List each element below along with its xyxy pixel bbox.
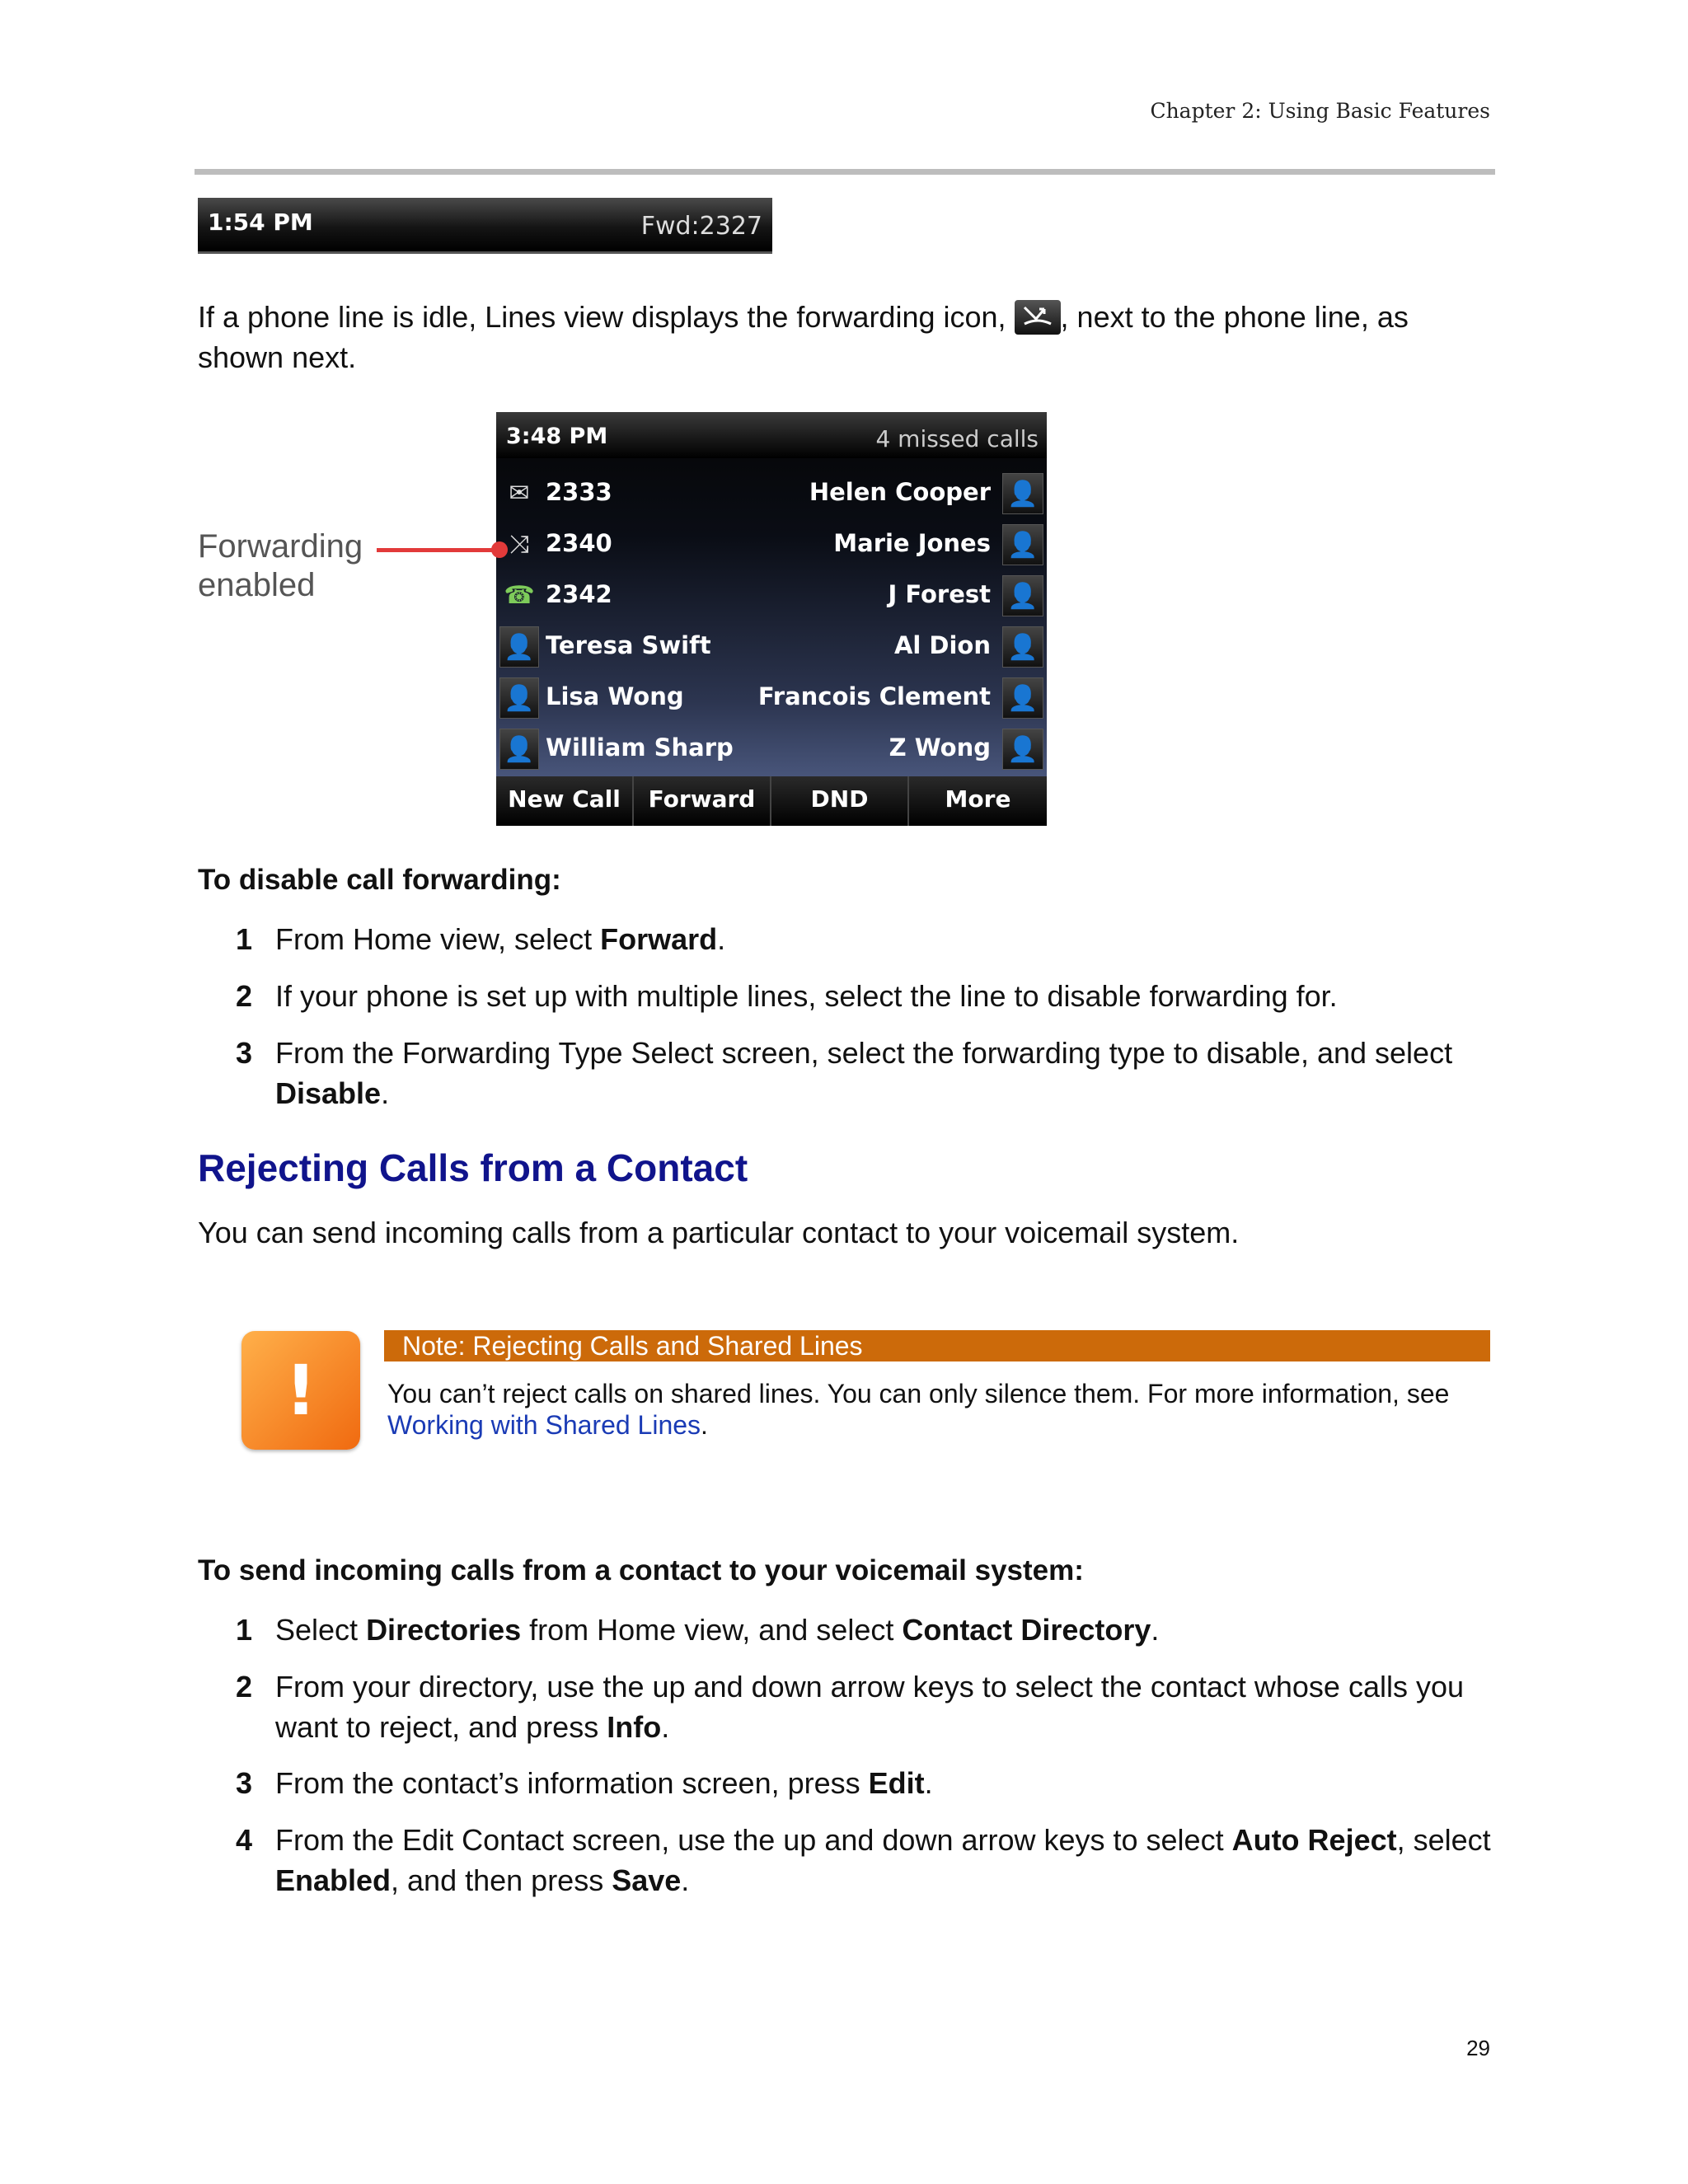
shared-lines-link[interactable]: Working with Shared Lines (387, 1410, 701, 1440)
step-number: 1 (236, 922, 253, 956)
section-title: Rejecting Calls from a Contact (198, 1146, 748, 1189)
more-softkey[interactable]: More (945, 785, 1011, 813)
line-left-label: Lisa Wong (546, 682, 684, 710)
line-right-label: J Forest (888, 580, 991, 608)
procedure-heading: To disable call forwarding: (198, 864, 561, 896)
header-rule (195, 169, 1495, 175)
contact-icon: 👤 (1002, 473, 1043, 514)
contact-icon: 👤 (1002, 626, 1043, 668)
line-left-label: William Sharp (546, 733, 734, 762)
callout-arrow-line (377, 548, 499, 552)
status-time: 1:54 PM (208, 209, 313, 236)
callout-label (198, 527, 363, 605)
line-right-label: Z Wong (889, 733, 991, 762)
step-number: 3 (236, 1766, 253, 1800)
shared-line-icon: ☎ (504, 581, 535, 610)
step-text: From your directory, use the up and down arrow keys to select the contact whose calls you want to reject, and press Info. (275, 1670, 1465, 1744)
contact-icon: 👤 (499, 677, 539, 719)
softkey-bar (496, 776, 1047, 826)
line-right-label: Helen Cooper (809, 478, 991, 506)
intro-text-after: , next to the phone line, as shown next. (198, 300, 1409, 374)
phone-time: 3:48 PM (506, 424, 608, 449)
phone-status-bar (496, 412, 1047, 458)
step-number: 3 (236, 1036, 253, 1070)
callout-line-1: Forwarding (198, 528, 363, 565)
status-bar-screenshot (198, 198, 772, 254)
contact-icon: 👤 (1002, 677, 1043, 719)
line-row[interactable] (496, 621, 1047, 673)
line-row[interactable] (496, 724, 1047, 775)
callout-line-2: enabled (198, 567, 316, 603)
step-number: 4 (236, 1823, 253, 1857)
contact-icon: 👤 (1002, 524, 1043, 565)
status-forward: Fwd:2327 (640, 212, 762, 241)
step-text: From the Forwarding Type Select screen, select the forwarding type to disable, and select Disable. (275, 1036, 1453, 1110)
note-body: You can’t reject calls on shared lines. You can only silence them. For more information, see Working with Shared Lines. (387, 1379, 1450, 1440)
step-text: From Home view, select Forward. (275, 922, 726, 956)
contact-icon: 👤 (499, 626, 539, 668)
line-right-label: Al Dion (893, 631, 991, 659)
line-left-label: 2340 (546, 529, 612, 557)
procedure-heading: To send incoming calls from a contact to your voicemail system: (198, 1554, 1084, 1586)
note-title: Note: Rejecting Calls and Shared Lines (384, 1330, 1490, 1361)
page-number: 29 (1466, 2036, 1490, 2060)
running-head: Chapter 2: Using Basic Features (1150, 99, 1490, 123)
phone-lines-view (496, 412, 1047, 826)
intro-text-before: If a phone line is idle, Lines view displays the forwarding icon, (198, 300, 1015, 334)
line-left-label: 2342 (546, 580, 612, 608)
dnd-softkey[interactable]: DND (771, 776, 909, 826)
section-intro: You can send incoming calls from a particular contact to your voicemail system. (198, 1216, 1240, 1249)
step-number: 1 (236, 1613, 253, 1647)
line-right-label: Marie Jones (833, 529, 991, 557)
contact-icon: 👤 (499, 729, 539, 770)
line-left-label: Teresa Swift (546, 631, 711, 659)
step-text: From the contact’s information screen, press Edit. (275, 1766, 933, 1800)
step-number: 2 (236, 1670, 253, 1704)
line-left-label: 2333 (546, 478, 612, 506)
missed-calls: 4 missed calls (875, 425, 1039, 452)
step-text: From the Edit Contact screen, use the up and down arrow keys to select Auto Reject, select Enabled, and then press Save. (275, 1823, 1491, 1897)
forwarding-icon (1015, 300, 1061, 335)
line-row[interactable] (496, 468, 1047, 519)
step-text: If your phone is set up with multiple lines, select the line to disable forwarding for. (275, 979, 1338, 1013)
envelope-icon: ✉ (509, 479, 530, 508)
line-row[interactable] (496, 673, 1047, 724)
forward-softkey[interactable]: Forward (634, 776, 771, 826)
line-right-label: Francois Clement (757, 682, 991, 710)
step-text: Select Directories from Home view, and select Contact Directory. (275, 1613, 1160, 1647)
note-pencil-icon: ! (241, 1331, 360, 1450)
step-number: 2 (236, 979, 253, 1013)
intro-paragraph (198, 297, 1500, 377)
callout-dot (491, 541, 508, 558)
new-call-softkey[interactable]: New Call (496, 776, 634, 826)
contact-icon: 👤 (1002, 729, 1043, 770)
contact-icon: 👤 (1002, 575, 1043, 616)
line-row[interactable] (496, 519, 1047, 570)
line-row[interactable] (496, 570, 1047, 621)
forwarding-icon: ⤨ (509, 530, 529, 559)
